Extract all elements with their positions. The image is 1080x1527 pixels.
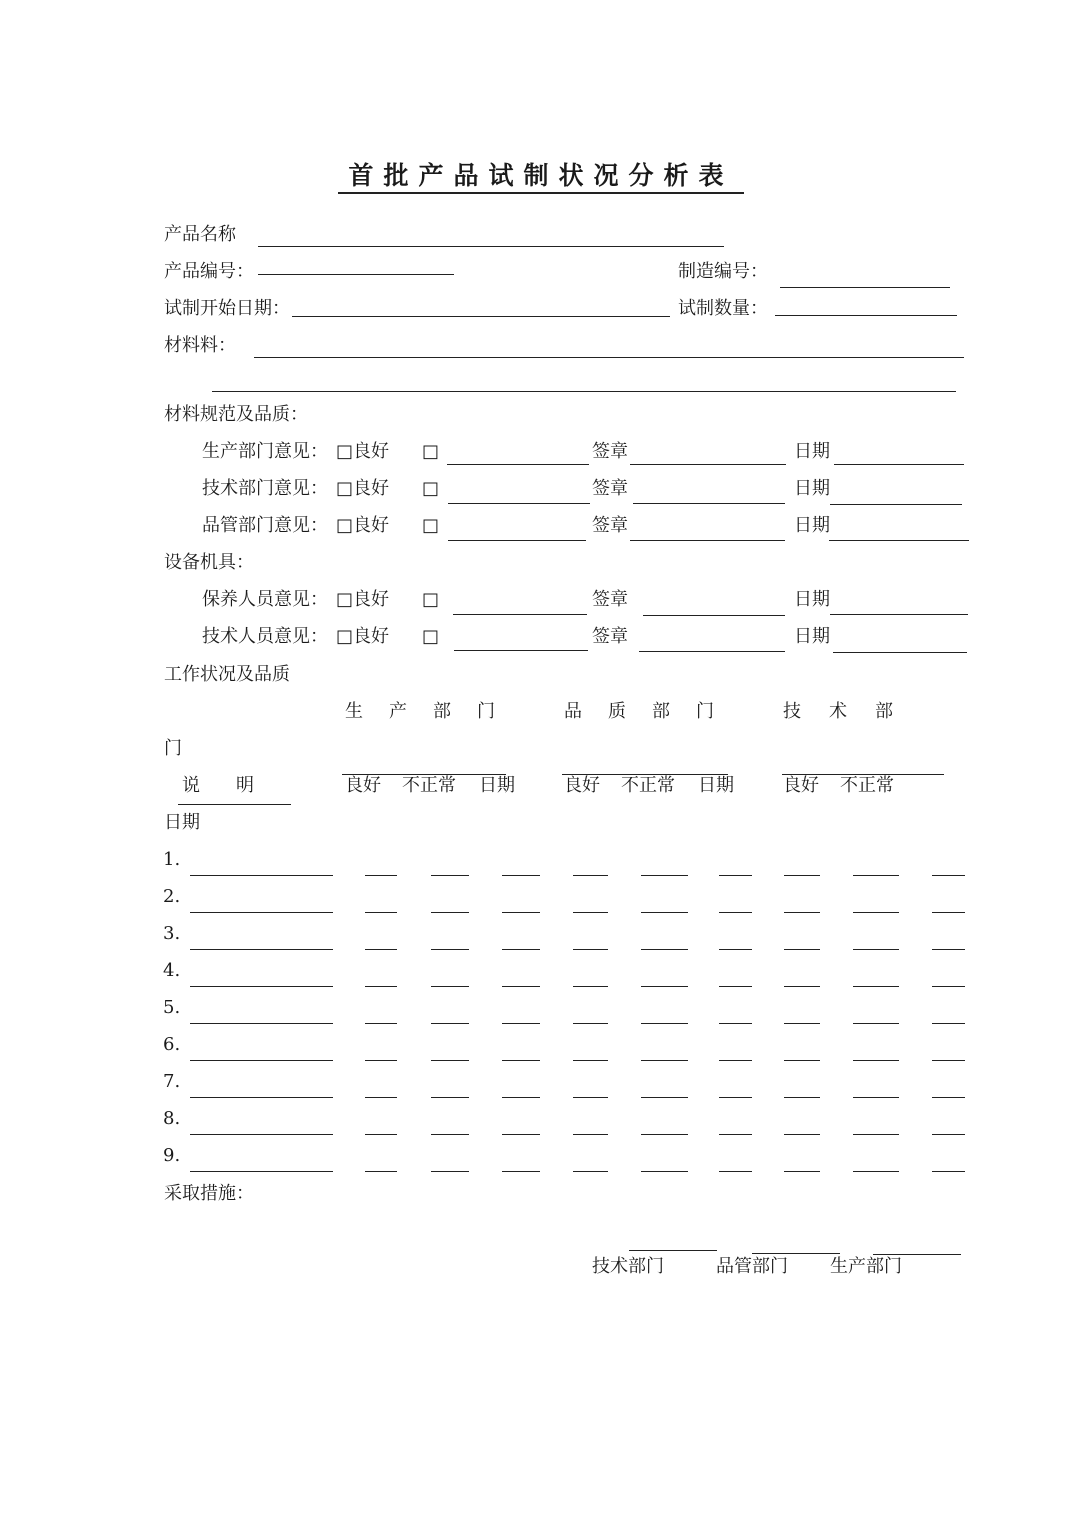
opinion-dept-label: 技术人员意见： (202, 626, 328, 647)
date-header-wrap: 日期 (164, 812, 200, 833)
quality-dept-signature-line[interactable] (752, 1253, 840, 1254)
row-field-line[interactable] (784, 1023, 820, 1024)
sign-label: 签章 (592, 441, 628, 462)
row-field-line[interactable] (502, 1171, 540, 1172)
row-field-line[interactable] (365, 875, 397, 876)
good-checkbox[interactable]: □良好 (336, 441, 390, 462)
row-field-line[interactable] (502, 1097, 540, 1098)
dept-tech-header: 技术部 (783, 701, 921, 722)
product-name-label: 产品名称 (164, 224, 236, 245)
sign-line[interactable] (630, 464, 786, 465)
row-number: 6. (163, 1034, 181, 1055)
row-field-line[interactable] (932, 1060, 965, 1061)
row-field-line[interactable] (573, 912, 608, 913)
row-field-line[interactable] (365, 1097, 397, 1098)
row-explain-line[interactable] (190, 912, 333, 913)
row-field-line[interactable] (573, 875, 608, 876)
date-label: 日期 (794, 441, 830, 462)
row-field-line[interactable] (853, 1134, 899, 1135)
other-checkbox[interactable]: □ (422, 626, 440, 647)
row-field-line[interactable] (932, 1134, 965, 1135)
good-header: 良好 (564, 775, 600, 796)
product-number-label: 产品编号： (164, 261, 254, 282)
opinion-line[interactable] (454, 650, 588, 651)
date-label: 日期 (794, 515, 830, 536)
row-field-line[interactable] (719, 1060, 752, 1061)
row-field-line[interactable] (365, 949, 397, 950)
row-field-line[interactable] (431, 1097, 469, 1098)
sign-line[interactable] (633, 503, 785, 504)
row-field-line[interactable] (784, 1097, 820, 1098)
row-explain-line[interactable] (190, 1097, 333, 1098)
row-field-line[interactable] (641, 949, 688, 950)
opinion-line[interactable] (448, 540, 586, 541)
dept-production-header: 生产部门 (345, 701, 521, 722)
row-explain-line[interactable] (190, 1060, 333, 1061)
trial-start-date-line[interactable] (292, 316, 670, 317)
row-field-line[interactable] (431, 1134, 469, 1135)
row-field-line[interactable] (784, 1134, 820, 1135)
manufacture-number-line[interactable] (780, 287, 950, 288)
row-field-line[interactable] (719, 986, 752, 987)
trial-start-date-label: 试制开始日期： (164, 298, 290, 319)
row-field-line[interactable] (573, 986, 608, 987)
row-field-line[interactable] (573, 1023, 608, 1024)
row-field-line[interactable] (502, 986, 540, 987)
other-checkbox[interactable]: □ (422, 515, 440, 536)
trial-quantity-label: 试制数量： (678, 298, 768, 319)
row-number: 1. (163, 849, 181, 870)
sign-label: 签章 (592, 589, 628, 610)
abnormal-header: 不正常 (621, 775, 675, 796)
opinion-dept-label: 保养人员意见： (202, 589, 328, 610)
material-spec-heading: 材料规范及品质： (164, 404, 308, 425)
row-field-line[interactable] (365, 1023, 397, 1024)
other-checkbox[interactable]: □ (422, 589, 440, 610)
row-number: 8. (163, 1108, 181, 1129)
row-field-line[interactable] (502, 912, 540, 913)
row-field-line[interactable] (502, 1060, 540, 1061)
good-checkbox[interactable]: □良好 (336, 478, 390, 499)
row-field-line[interactable] (853, 986, 899, 987)
row-field-line[interactable] (641, 1060, 688, 1061)
good-checkbox[interactable]: □良好 (336, 515, 390, 536)
row-field-line[interactable] (784, 912, 820, 913)
sign-line[interactable] (643, 615, 785, 616)
row-field-line[interactable] (365, 1134, 397, 1135)
date-label: 日期 (794, 478, 830, 499)
row-field-line[interactable] (853, 1060, 899, 1061)
row-field-line[interactable] (365, 1060, 397, 1061)
row-field-line[interactable] (573, 1060, 608, 1061)
row-field-line[interactable] (719, 949, 752, 950)
row-field-line[interactable] (932, 1171, 965, 1172)
date-line[interactable] (830, 614, 968, 615)
row-field-line[interactable] (365, 1171, 397, 1172)
date-line[interactable] (829, 540, 969, 541)
good-header: 良好 (345, 775, 381, 796)
row-explain-line[interactable] (190, 949, 333, 950)
tech-dept-signature-line[interactable] (629, 1250, 717, 1251)
row-field-line[interactable] (431, 912, 469, 913)
explain-rule (178, 804, 291, 805)
sign-label: 签章 (592, 478, 628, 499)
opinion-dept-label: 生产部门意见： (202, 441, 328, 462)
row-field-line[interactable] (641, 875, 688, 876)
row-field-line[interactable] (431, 1171, 469, 1172)
row-field-line[interactable] (932, 986, 965, 987)
opinion-dept-label: 品管部门意见： (202, 515, 328, 536)
date-line[interactable] (834, 464, 964, 465)
sign-line[interactable] (630, 540, 785, 541)
sign-label: 签章 (592, 626, 628, 647)
row-field-line[interactable] (641, 912, 688, 913)
other-checkbox[interactable]: □ (422, 441, 440, 462)
row-field-line[interactable] (932, 875, 965, 876)
row-field-line[interactable] (502, 875, 540, 876)
row-field-line[interactable] (719, 1171, 752, 1172)
row-field-line[interactable] (365, 986, 397, 987)
row-field-line[interactable] (431, 1060, 469, 1061)
row-field-line[interactable] (573, 949, 608, 950)
row-number: 3. (163, 923, 181, 944)
product-number-line[interactable] (258, 274, 454, 275)
row-field-line[interactable] (853, 1171, 899, 1172)
row-field-line[interactable] (784, 986, 820, 987)
date-header: 日期 (698, 775, 734, 796)
row-number: 5. (163, 997, 181, 1018)
date-line[interactable] (830, 504, 962, 505)
row-field-line[interactable] (431, 986, 469, 987)
row-field-line[interactable] (573, 1134, 608, 1135)
row-field-line[interactable] (853, 949, 899, 950)
row-explain-line[interactable] (190, 875, 333, 876)
good-checkbox[interactable]: □良好 (336, 589, 390, 610)
row-field-line[interactable] (932, 949, 965, 950)
row-field-line[interactable] (719, 912, 752, 913)
row-field-line[interactable] (431, 1023, 469, 1024)
row-field-line[interactable] (719, 1134, 752, 1135)
dept-tech-header-wrap: 门 (164, 738, 182, 759)
tech-dept-signature-label: 技术部门 (592, 1256, 664, 1277)
row-field-line[interactable] (641, 1023, 688, 1024)
date-label: 日期 (794, 626, 830, 647)
sign-label: 签章 (592, 515, 628, 536)
row-explain-line[interactable] (190, 1171, 333, 1172)
row-field-line[interactable] (853, 912, 899, 913)
trial-quantity-line[interactable] (775, 315, 957, 316)
row-field-line[interactable] (431, 875, 469, 876)
equipment-heading: 设备机具： (164, 552, 254, 573)
row-field-line[interactable] (784, 1060, 820, 1061)
materials-line-2[interactable] (212, 391, 956, 392)
materials-label: 材料料： (164, 335, 236, 356)
row-field-line[interactable] (365, 912, 397, 913)
row-field-line[interactable] (641, 986, 688, 987)
row-field-line[interactable] (502, 1134, 540, 1135)
row-field-line[interactable] (719, 875, 752, 876)
row-explain-line[interactable] (190, 1023, 333, 1024)
date-label: 日期 (794, 589, 830, 610)
row-number: 2. (163, 886, 181, 907)
good-header: 良好 (783, 775, 819, 796)
measures-label: 采取措施： (164, 1183, 254, 1204)
row-field-line[interactable] (502, 949, 540, 950)
row-field-line[interactable] (932, 1097, 965, 1098)
row-field-line[interactable] (431, 949, 469, 950)
product-name-line[interactable] (258, 246, 724, 247)
row-field-line[interactable] (641, 1171, 688, 1172)
opinion-line[interactable] (448, 503, 590, 504)
row-field-line[interactable] (641, 1134, 688, 1135)
form-title: 首批产品试制状况分析表 (338, 160, 744, 194)
row-number: 7. (163, 1071, 181, 1092)
date-line[interactable] (833, 652, 967, 653)
opinion-line[interactable] (447, 464, 589, 465)
row-field-line[interactable] (573, 1097, 608, 1098)
abnormal-header: 不正常 (402, 775, 456, 796)
row-field-line[interactable] (853, 1023, 899, 1024)
row-field-line[interactable] (932, 1023, 965, 1024)
row-field-line[interactable] (573, 1171, 608, 1172)
quality-dept-signature-label: 品管部门 (716, 1256, 788, 1277)
date-header: 日期 (479, 775, 515, 796)
sign-line[interactable] (639, 651, 785, 652)
row-field-line[interactable] (853, 1097, 899, 1098)
production-dept-signature-label: 生产部门 (830, 1256, 902, 1277)
row-field-line[interactable] (932, 912, 965, 913)
good-checkbox[interactable]: □良好 (336, 626, 390, 647)
materials-line-1[interactable] (254, 357, 964, 358)
row-explain-line[interactable] (190, 986, 333, 987)
opinion-line[interactable] (453, 614, 587, 615)
row-field-line[interactable] (719, 1097, 752, 1098)
other-checkbox[interactable]: □ (422, 478, 440, 499)
row-field-line[interactable] (719, 1023, 752, 1024)
opinion-dept-label: 技术部门意见： (202, 478, 328, 499)
row-explain-line[interactable] (190, 1134, 333, 1135)
row-number: 4. (163, 960, 181, 981)
row-field-line[interactable] (784, 949, 820, 950)
work-status-heading: 工作状况及品质 (164, 664, 290, 685)
row-field-line[interactable] (853, 875, 899, 876)
manufacture-number-label: 制造编号： (678, 261, 768, 282)
row-field-line[interactable] (784, 875, 820, 876)
row-field-line[interactable] (641, 1097, 688, 1098)
row-field-line[interactable] (784, 1171, 820, 1172)
production-dept-signature-line[interactable] (873, 1254, 961, 1255)
row-number: 9. (163, 1145, 181, 1166)
abnormal-header: 不正常 (840, 775, 894, 796)
row-field-line[interactable] (502, 1023, 540, 1024)
dept-quality-header: 品质部门 (564, 701, 740, 722)
explain-header: 说 明 (182, 775, 254, 796)
